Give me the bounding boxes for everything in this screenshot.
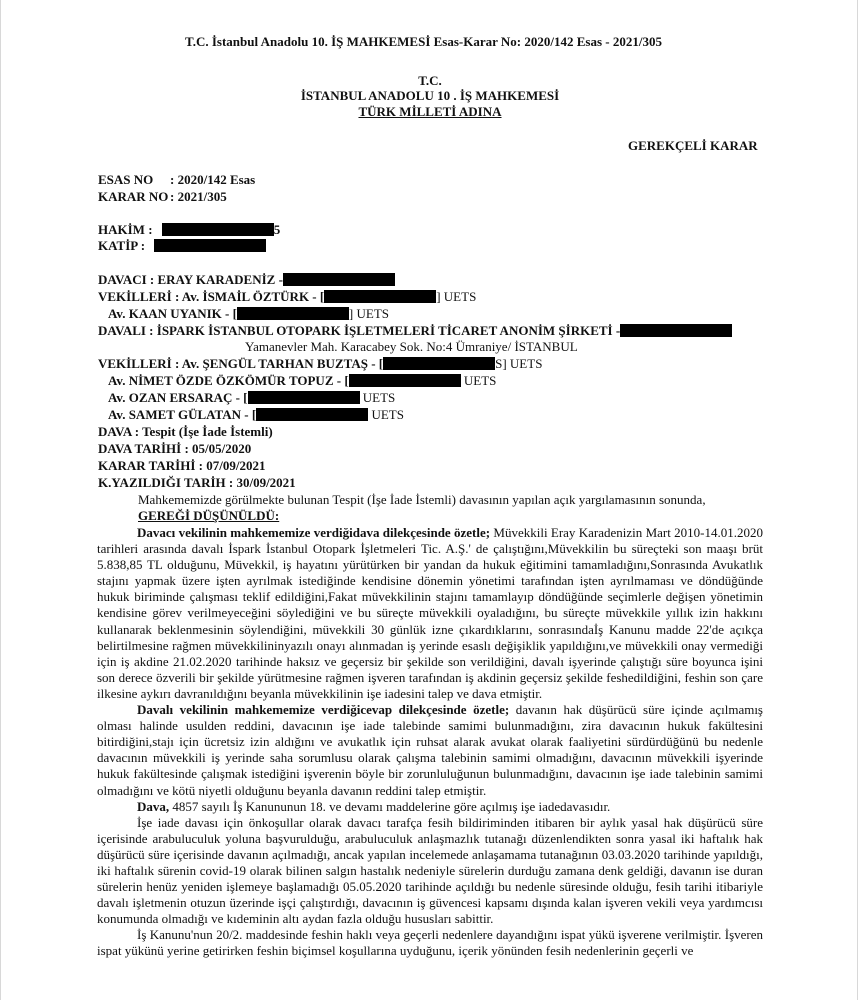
davali-vekil-2: Av. NİMET ÖZDE ÖZKÖMÜR TOPUZ - [ UETS: [108, 373, 497, 388]
redaction: [620, 324, 732, 337]
yazildigi-tarih: K.YAZILDIĞI TARİH : 30/09/2021: [98, 475, 296, 490]
karar-tarihi: KARAR TARİHİ : 07/09/2021: [98, 458, 266, 473]
redaction: [349, 374, 461, 387]
court-nation: TÜRK MİLLETİ ADINA: [358, 104, 502, 119]
redaction: [162, 223, 274, 236]
paragraph-dava: Dava, 4857 sayılı İş Kanununun 18. ve devamı maddelerine göre açılmış işe iadedavasıdır.: [137, 798, 611, 814]
davaci-vekil-1: VEKİLLERİ : Av. İSMAİL ÖZTÜRK - [ ] UETS: [98, 289, 477, 304]
court-tc: T.C.: [418, 73, 442, 88]
header-line: T.C. İstanbul Anadolu 10. İŞ MAHKEMESİ Esas-Karar No: 2020/142 Esas - 2021/305: [185, 34, 662, 49]
redaction: [237, 307, 349, 320]
karar-no: KARAR NO : 2021/305: [98, 189, 227, 204]
katip: KATİP :: [98, 238, 266, 254]
paragraph-on-kosullar: İşe iade davası için önkoşullar olarak davacı tarafça fesih bildiriminden itibaren bir aylık yasal hak düşürücü süre içerisinde arabuluculuk yoluna başvurulduğu, arabuluculuk anlaşmazlık tutanağı düzenlendikten sonra yasal iki haftalık hak düşürücü süre içerisinde davanın açılmadığı, ancak yapılan incelemede anlaşamama tutanağının 03.03.2020 tarihinde yapıldığı, iki haftalık sürenin covid-19 olarak bilinen salgın hastalık nedeniyle sürelerin durduğu zamana denk geldiği, davanın ise duran sürelerin henüz yeniden işlemeye başlamadığı 05.05.2020 tarihinde açıldığı bu nedenle süresinde olduğu, fesih tarihi itibariyle davalı işletmenin otuzun üzerinde işçi çalıştırdığı, davacının iş güvencesi kapsamı dışında kalan işveren vekili veya yardımcısı konumunda olmadığı ve kıdeminin altı aydan fazla olduğu hususları sabittir.: [97, 814, 763, 927]
paragraph-davaci: Davacı vekilinin mahkememize verdiğidava dilekçesinde özetle; Müvekkili Eray Karadenizin Mart 2010-14.01.2020 tarihleri arasında davalı İspark İstanbul Otopark İşletmeleri Tic. A.Ş.' de çalıştığını,Müvekkilin bu süreçteki son maaşı brüt 5.838,85 TL olduğunu, Müvekkil, iş hayatını yürütürken bir yandan da hukuk eğitimini tamamladığını,Sonrasında Avukatlık stajını yapmak üzere işten ayrılmak istediğinde kendisine dönemin yönetimi tarafından işten ayrılmaması ve döndüğünde hukuk biriminde çalışması teklif edildiğini,Fakat müvekkilinin stajını tamamlayıp döndüğünde seçimlerle değişen yönetimin kendisine görev verilmeyeceğini söylediğini ve bu süreçte müvekkili oyaladığını, bu süreçte müvekkile yıllık izin hakkını kullanarak beklenmesinin söylendiğini, müvekkili 30 günlük izne çıkardıklarını, sonrasındaİş Kanunu madde 22'de açıkça belirtilmesine rağmen müvekkilininyazılı onayı alınmadan iş yerinde esaslı değişiklik yapıldığını,ve müvekkili onay vermediği için iş akdine 21.02.2020 tarihinde haksız ve geçersiz bir şekilde son verildiğini, davalı işyerinde çalıştığı süre boyunca işini son derece özverili bir şekilde yürütmesine rağmen işveren tarafından iş akdinin geçersiz şekilde feshedildiğini, feshin son çare ilkesine aykırı davranıldığını beyanla müvekkilinin işe iadesini talep ve dava etmiştir.: [97, 525, 763, 701]
decision-body: [97, 525, 763, 960]
davali-address: Yamanevler Mah. Karacabey Sok. No:4 Ümraniye/ İSTANBUL: [245, 339, 578, 354]
paragraph-ispat: İş Kanunu'nun 20/2. maddesinde feshin haklı veya geçerli nedenlere dayandığını ispat yükü işverene verilmiştir. İşveren ispat yükünü yerine getirirken feshin biçimsel koşullarına uyduğunu, içerik yönünden fesih nedenlerinin geçerli ve: [97, 927, 763, 959]
geregi-dusunuldu: GEREĞİ DÜŞÜNÜLDÜ:: [138, 508, 280, 523]
hakim: HAKİM : 5: [98, 222, 281, 237]
davali-vekil-1: VEKİLLERİ : Av. ŞENGÜL TARHAN BUZTAŞ - [ S] UETS: [98, 356, 543, 371]
davali: DAVALI : İSPARK İSTANBUL OTOPARK İŞLETMELERİ TİCARET ANONİM ŞİRKETİ -: [98, 323, 732, 339]
redaction: [324, 290, 436, 303]
davaci-vekil-2: Av. KAAN UYANIK - [ ] UETS: [108, 306, 390, 321]
dava-tarihi: DAVA TARİHİ : 05/05/2020: [98, 441, 252, 456]
davali-vekil-4: Av. SAMET GÜLATAN - [ UETS: [108, 407, 404, 422]
court-name: İSTANBUL ANADOLU 10 . İŞ MAHKEMESİ: [300, 88, 560, 103]
dava: DAVA : Tespit (İşe İade İstemli): [98, 424, 273, 439]
redaction: [283, 273, 395, 286]
davali-vekil-3: Av. OZAN ERSARAÇ - [ UETS: [108, 390, 396, 405]
paragraph-davali: Davalı vekilinin mahkememize verdiğicevap dilekçesinde özetle; davanın hak düşürücü süre içinde açılmamış olması halinde usulden reddini, davacının işe iade talebinde samimi bulunmadığını, zira davacının hukuk fakültesini bitirdiğini,stajı için ücretsiz izin aldığını ve avukatlık için ruhsat alarak avukat olarak faaliyetini sürdürdüğünü bu nedenle davacının müvekkili iş yerinde saha sorumlusu olarak çalışma talebinin samimi olmadığını, davacının müvekkili işyerinde hukuk fakültesinde çalışmak istediğini işverenin böyle bir zorunluluğunun bulunmadığını, davacının işe iade talebinin samimi olmadığını ve kötü niyetli olduğunu beyanla davanın reddini talep etmiştir.: [97, 702, 763, 798]
redaction: [383, 357, 495, 370]
redaction: [248, 391, 360, 404]
esas-no: ESAS NO : 2020/142 Esas: [98, 172, 256, 187]
redaction: [256, 408, 368, 421]
intro-text: Mahkememizde görülmekte bulunan Tespit (İşe İade İstemli) davasının yapılan açık yargılamasının sonunda,: [138, 492, 706, 507]
document-type: GEREKÇELİ KARAR: [628, 138, 758, 153]
redaction: [154, 239, 266, 252]
davaci: DAVACI : ERAY KARADENİZ -: [98, 272, 395, 288]
